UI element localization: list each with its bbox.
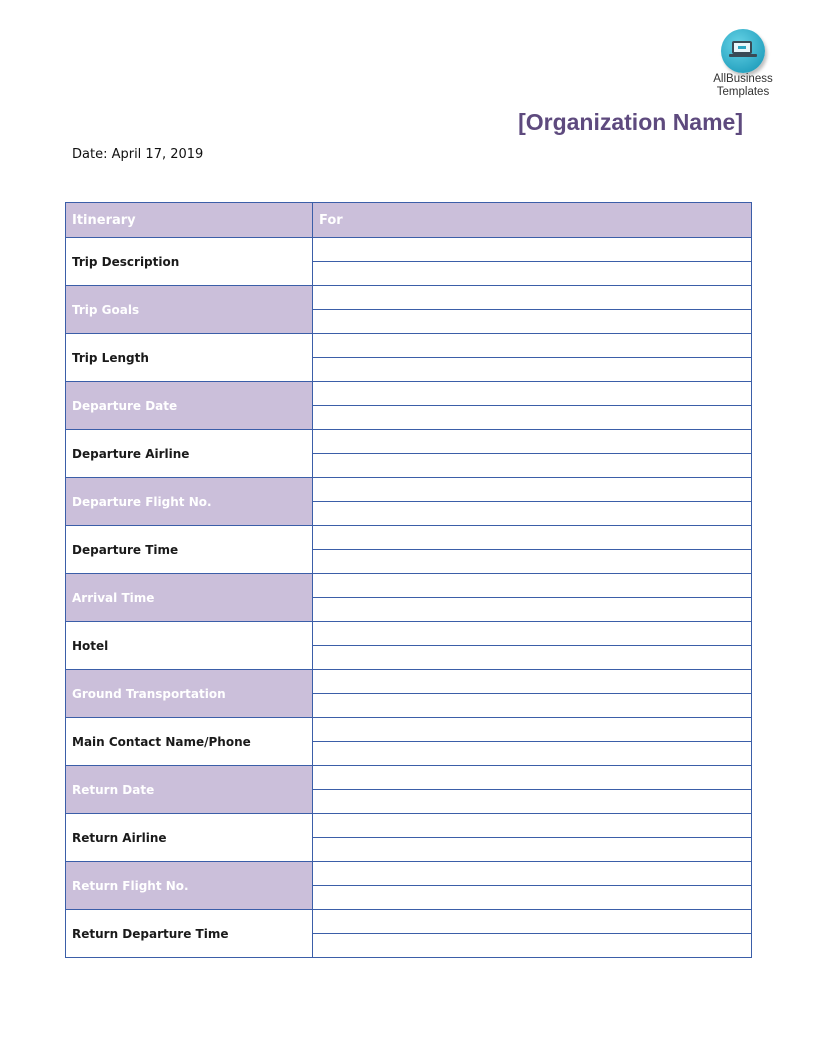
entry-line[interactable] — [313, 430, 752, 454]
table-row — [66, 334, 752, 358]
row-label: Departure Flight No. — [66, 478, 313, 526]
entry-line[interactable] — [313, 502, 752, 526]
entry-line[interactable] — [313, 406, 752, 430]
entry-line[interactable] — [313, 934, 752, 958]
entry-line[interactable] — [313, 814, 752, 838]
entry-line[interactable] — [313, 862, 752, 886]
entry-line[interactable] — [313, 910, 752, 934]
column-header-for: For — [313, 203, 752, 238]
entry-line[interactable] — [313, 838, 752, 862]
table-row — [66, 478, 752, 502]
entry-line[interactable] — [313, 574, 752, 598]
row-label: Ground Transportation — [66, 670, 313, 718]
table-row — [66, 382, 752, 406]
row-label: Departure Time — [66, 526, 313, 574]
entry-line[interactable] — [313, 382, 752, 406]
allbusiness-logo — [705, 29, 781, 99]
table-row — [66, 574, 752, 598]
row-label: Departure Date — [66, 382, 313, 430]
table-row — [66, 814, 752, 838]
row-label: Hotel — [66, 622, 313, 670]
row-label: Return Airline — [66, 814, 313, 862]
logo-text-line2: Templates — [716, 86, 770, 98]
entry-line[interactable] — [313, 478, 752, 502]
table-row — [66, 766, 752, 790]
entry-line[interactable] — [313, 718, 752, 742]
entry-line[interactable] — [313, 358, 752, 382]
table-row — [66, 238, 752, 262]
entry-line[interactable] — [313, 766, 752, 790]
table-row — [66, 718, 752, 742]
entry-line[interactable] — [313, 886, 752, 910]
organization-name: [Organization Name] — [518, 109, 743, 135]
date-line: Date: April 17, 2019 — [72, 147, 204, 162]
row-label: Departure Airline — [66, 430, 313, 478]
table-header-row — [66, 203, 752, 238]
row-label: Return Date — [66, 766, 313, 814]
table-row — [66, 526, 752, 550]
row-label: Trip Length — [66, 334, 313, 382]
table-row — [66, 430, 752, 454]
row-label: Trip Description — [66, 238, 313, 286]
itinerary-table — [65, 202, 752, 958]
entry-line[interactable] — [313, 238, 752, 262]
entry-line[interactable] — [313, 454, 752, 478]
entry-line[interactable] — [313, 790, 752, 814]
column-header-itinerary: Itinerary — [66, 203, 313, 238]
table-row — [66, 910, 752, 934]
row-label: Return Flight No. — [66, 862, 313, 910]
table-row — [66, 670, 752, 694]
laptop-icon — [721, 29, 765, 73]
row-label: Trip Goals — [66, 286, 313, 334]
entry-line[interactable] — [313, 550, 752, 574]
table-row — [66, 622, 752, 646]
entry-line[interactable] — [313, 694, 752, 718]
table-row — [66, 862, 752, 886]
row-label: Return Departure Time — [66, 910, 313, 958]
entry-line[interactable] — [313, 526, 752, 550]
entry-line[interactable] — [313, 622, 752, 646]
entry-line[interactable] — [313, 286, 752, 310]
entry-line[interactable] — [313, 646, 752, 670]
entry-line[interactable] — [313, 334, 752, 358]
entry-line[interactable] — [313, 262, 752, 286]
row-label: Arrival Time — [66, 574, 313, 622]
entry-line[interactable] — [313, 598, 752, 622]
table-row — [66, 286, 752, 310]
entry-line[interactable] — [313, 670, 752, 694]
row-label: Main Contact Name/Phone — [66, 718, 313, 766]
entry-line[interactable] — [313, 742, 752, 766]
entry-line[interactable] — [313, 310, 752, 334]
logo-text-line1: AllBusiness — [713, 73, 773, 85]
